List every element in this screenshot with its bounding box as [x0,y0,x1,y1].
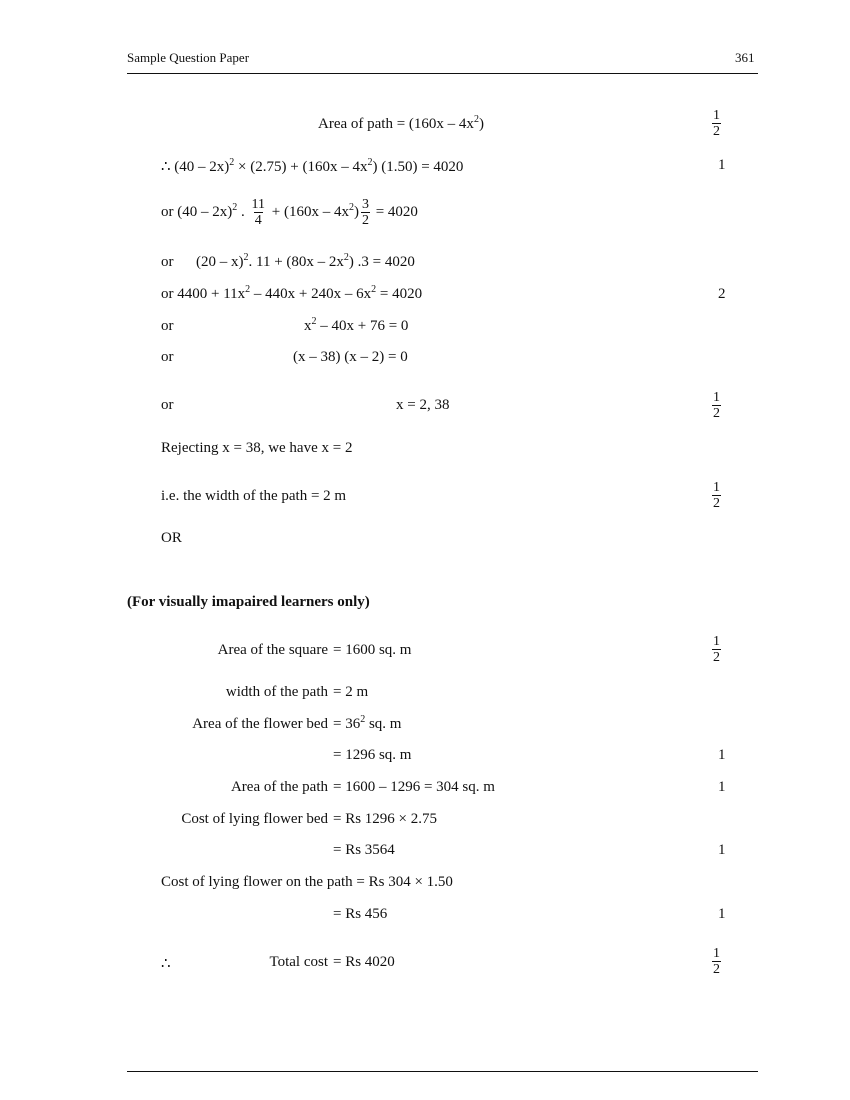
mark-half: $\frac{1}{2}$ [713,390,720,421]
area-path-label: Area of path [318,116,393,132]
vi-row-label: Cost of lying flower bed [181,811,328,827]
mark-one: 1 [718,779,726,795]
vi-section-heading: (For visually imapaired learners only) [127,594,370,610]
vi-row-value: = 2 m [333,684,369,700]
vi-row-label: Total cost [269,954,328,970]
vi-row-label: width of the path [225,684,328,700]
vi-row-label: Area of the flower bed [192,716,328,732]
mark-one: 1 [718,747,726,763]
mark-one: 1 [718,906,726,922]
area-path-equation: Area of path = $(160x - 4x^2)$ [318,114,484,132]
or-label-3: or [161,254,174,270]
vi-row-label: Area of the path [230,779,328,795]
vi-row-value: = 1600 sq. m [333,642,412,658]
mark-half: $\frac{1}{2}$ [713,480,720,511]
footer-rule [127,1071,758,1072]
running-header-title: Sample Question Paper [127,50,250,65]
mark-two: 2 [718,286,726,302]
mark-one: 1 [718,157,726,173]
equation-line-3: (20 – x)$^2$. $11 + (80x - 2x^2)$ .3 = 4020 [196,252,415,270]
or-separator: OR [161,530,182,546]
mark-half: $\frac{1}{2}$ [713,108,720,139]
equation-line-6: (x – 38) (x – 2) = 0 [293,349,408,365]
fraction-11-4: $\frac{11}{4}$ [251,197,265,228]
page-number: 361 [735,50,755,65]
equation-line-7: x = 2, 38 [396,397,450,413]
header-rule [127,73,758,74]
or-label-6: or [161,349,174,365]
or-label-5: or [161,318,174,334]
width-statement: i.e. the width of the path = 2 m [161,488,347,504]
vi-row-value: = 1296 sq. m [333,747,412,763]
vi-row-value: = Rs 1296 × 2.75 [333,811,438,827]
or-label-7: or [161,397,174,413]
vi-row-label-long: Cost of lying flower on the path = Rs 304 × 1.50 [161,874,453,890]
mark-half: $\frac{1}{2}$ [713,946,720,977]
vi-row-value: = $36^2$ sq. m [333,714,402,732]
equation-line-4: or $4400 + 11x^2 - 440x + 240x - 6x^2 = 4020$ [161,284,423,302]
equation-line-1: ∴ $(40 - 2x)^2 \times (2.75) + (160x - 4x^2)$ (1.50) = 4020 [161,157,464,175]
area-path-rhs: = (160x – 4x [396,116,474,132]
therefore-symbol: ∴ [161,956,171,972]
mark-one: 1 [718,842,726,858]
vi-row-label: Area of the square [217,642,328,658]
vi-row-value: = Rs 456 [333,906,388,922]
vi-row-value: = Rs 3564 [333,842,395,858]
equation-line-2: or (40 – 2x)$^2$ . $\frac{11}{4}$ + $(160x - 4x^2)$ $\frac{3}{2}$ = 4020 [161,197,418,228]
equation-line-5: $x^2 - 40x + 76 = 0$ [304,316,409,334]
rejecting-statement: Rejecting x = 38, we have x = 2 [161,440,353,456]
vi-row-value: = 1600 – 1296 = 304 sq. m [333,779,495,795]
vi-row-value: = Rs 4020 [333,954,395,970]
fraction-3-2: $\frac{3}{2}$ [361,197,369,228]
mark-half: $\frac{1}{2}$ [713,634,720,665]
